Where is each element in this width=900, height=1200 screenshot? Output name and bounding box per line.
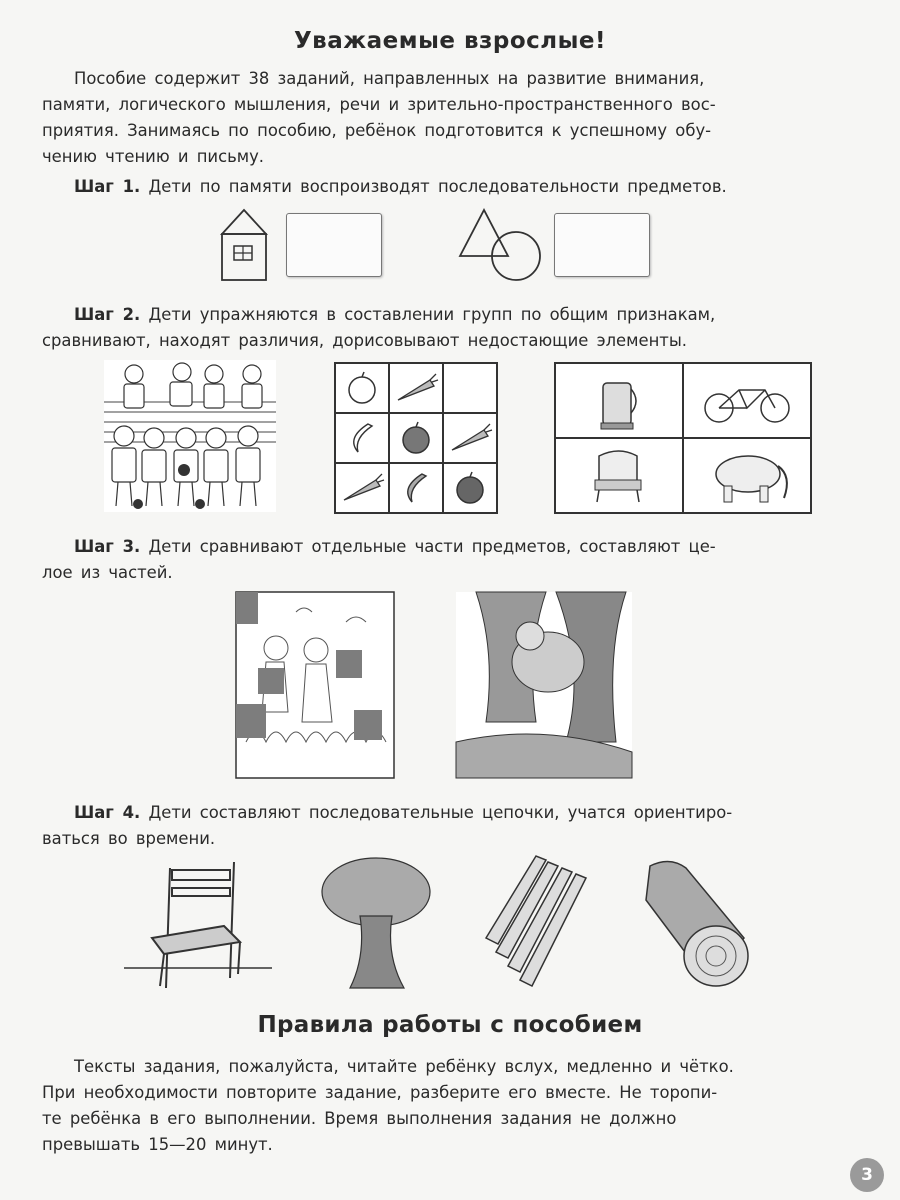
grid-cell-empty-1 <box>443 363 497 413</box>
rules-line-4: превышать 15—20 минут. <box>42 1135 273 1154</box>
step-3-line-2: лое из частей. <box>42 563 173 582</box>
house-drawing <box>218 206 288 286</box>
step-2-line-1: Дети упражняются в составлении групп по общим признакам, <box>148 305 716 324</box>
answer-box-2 <box>554 213 650 277</box>
chair-drawing <box>124 858 272 990</box>
wooden-planks-drawing <box>486 856 592 988</box>
step-2-line-2: сравнивают, находят различия, дорисовывают недостающие элементы. <box>42 331 687 350</box>
rules-heading: Правила работы с пособием <box>257 1012 643 1038</box>
garden-picture-with-missing-parts <box>236 592 394 778</box>
fruit-vegetable-grid <box>334 362 498 514</box>
rules-line-1: Тексты задания, пожалуйста, читайте ребёнку вслух, медленно и чётко. <box>74 1057 734 1076</box>
step-3-label: Шаг 3. <box>74 537 141 556</box>
step-1-line-1: Дети по памяти воспроизводят последовательности предметов. <box>148 177 727 196</box>
intro-line-2: памяти, логического мышления, речи и зрительно-пространственного вос- <box>42 95 716 114</box>
page-title: Уважаемые взрослые! <box>293 28 607 54</box>
grid-cell-carrot-3 <box>335 463 389 513</box>
step-2-label: Шаг 2. <box>74 305 141 324</box>
grid-cell-elephant <box>683 438 811 513</box>
objects-grid <box>554 362 812 514</box>
rules-line-2: При необходимости повторите задание, разберите его вместе. Не торопи- <box>42 1083 718 1102</box>
step-1-text <box>42 174 834 200</box>
step-3-line-1: Дети сравнивают отдельные части предметов, составляют це- <box>148 537 716 556</box>
cat-in-forest-picture <box>456 592 632 778</box>
step-4-text <box>42 800 834 852</box>
intro-line-1: Пособие содержит 38 заданий, направленных на развитие внимания, <box>74 69 705 88</box>
grid-cell-apple-dark <box>389 413 443 463</box>
log-drawing <box>640 856 752 992</box>
step-4-line-1: Дети составляют последовательные цепочки, учатся ориентиро- <box>148 803 733 822</box>
grid-cell-armchair <box>555 438 683 513</box>
grid-cell-bicycle <box>683 363 811 438</box>
children-illustration <box>104 360 276 512</box>
step-1-label: Шаг 1. <box>74 177 141 196</box>
step-4-label: Шаг 4. <box>74 803 141 822</box>
step-4-line-2: ваться во времени. <box>42 829 216 848</box>
grid-cell-banana <box>335 413 389 463</box>
rules-line-3: те ребёнка в его выполнении. Время выполнения задания не должно <box>42 1109 677 1128</box>
intro-line-4: чению чтению и письму. <box>42 147 265 166</box>
triangle-circle-drawing <box>456 206 556 286</box>
grid-cell-kettle <box>555 363 683 438</box>
grid-cell-carrot <box>389 363 443 413</box>
grid-cell-banana-2 <box>389 463 443 513</box>
intro-line-3: приятия. Занимаясь по пособию, ребёнок подготовится к успешному обу- <box>42 121 712 140</box>
grid-cell-apple <box>335 363 389 413</box>
grid-cell-carrot-2 <box>443 413 497 463</box>
grid-cell-apple-3 <box>443 463 497 513</box>
answer-box-1 <box>286 213 382 277</box>
step-2-text <box>42 302 834 354</box>
rules-paragraph <box>42 1054 834 1158</box>
intro-paragraph <box>42 66 834 170</box>
tree-drawing <box>320 856 432 992</box>
page-number-badge: 3 <box>850 1158 884 1192</box>
step-3-text <box>42 534 834 586</box>
